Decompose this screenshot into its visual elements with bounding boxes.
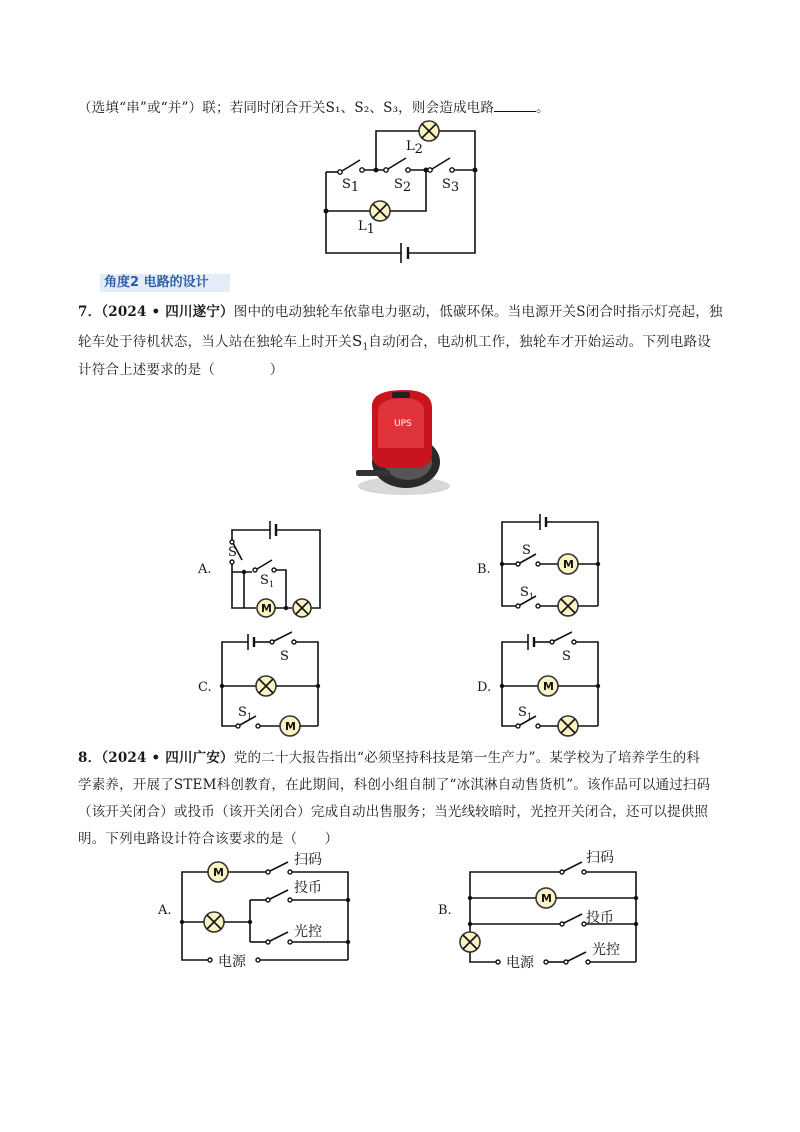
svg-text:S: S bbox=[260, 573, 269, 588]
svg-text:投币: 投币 bbox=[586, 910, 614, 926]
svg-text:电源: 电源 bbox=[218, 954, 246, 970]
q8-option-b-diagram bbox=[456, 842, 642, 970]
q6-tail-text: （选填“串”或“并”）联；若同时闭合开关S₁、S₂、S₃，则会造成电路 bbox=[78, 100, 495, 116]
q8-source: （2024 • 四川广安） bbox=[101, 750, 234, 766]
q7-text-1: 图中的电动独轮车依靠电力驱动，低碳环保。当电源开关S闭合时指示灯亮起，独 bbox=[233, 304, 723, 320]
svg-text:1: 1 bbox=[247, 712, 253, 721]
svg-text:电源: 电源 bbox=[506, 955, 534, 971]
switch-s3-blade bbox=[432, 158, 450, 169]
q7-option-d-diagram bbox=[496, 630, 604, 734]
svg-text:S: S bbox=[228, 545, 237, 560]
q7-text-2a: 轮车处于待机状态，当人站在独轮车上时开关 bbox=[78, 334, 352, 350]
q7-switch-sub: 1 bbox=[362, 342, 369, 353]
q8-line-3 bbox=[78, 800, 708, 820]
svg-text:S: S bbox=[522, 543, 531, 558]
q8-text-2: 学素养，开展了STEM科创教育，在此期间，科创小组自制了“冰淇淋自动售货机”。该作品可以通过扫码 bbox=[78, 777, 711, 793]
switch-s2-blade bbox=[388, 158, 406, 169]
svg-text:S: S bbox=[562, 649, 571, 664]
label-l2: L2 bbox=[406, 139, 423, 157]
q8-line-2 bbox=[78, 773, 710, 793]
q7-option-a-diagram bbox=[222, 518, 326, 618]
svg-text:光控: 光控 bbox=[294, 924, 322, 940]
svg-text:扫码: 扫码 bbox=[294, 852, 322, 868]
q7-text-2b: 自动闭合，电动机工作，独轮车才开始运动。下列电路设 bbox=[368, 334, 711, 350]
svg-text:扫码: 扫码 bbox=[586, 850, 614, 866]
q6-tail-end: 。 bbox=[536, 100, 550, 116]
answer-blank bbox=[494, 99, 536, 112]
q7-option-a-label[interactable]: A. bbox=[198, 562, 212, 577]
q8-option-a-label[interactable]: A. bbox=[158, 903, 172, 918]
q7-line-3 bbox=[78, 358, 284, 378]
svg-text:光控: 光控 bbox=[592, 942, 620, 958]
q7-option-b-diagram bbox=[496, 514, 604, 616]
unicycle-brand-label: UPS bbox=[394, 419, 412, 429]
q7-switch-symbol: S bbox=[352, 332, 363, 350]
q8-number: 8． bbox=[78, 750, 102, 766]
svg-text:投币: 投币 bbox=[294, 880, 322, 896]
q8-line-1 bbox=[78, 746, 700, 766]
svg-text:1: 1 bbox=[529, 592, 535, 601]
svg-text:M: M bbox=[563, 558, 574, 571]
q7-line-1 bbox=[78, 300, 723, 320]
q8-text-3: （该开关闭合）或投币（该开关闭合）完成自动出售服务；当光线较暗时，光控开关闭合，还可以提供照 bbox=[78, 804, 709, 820]
svg-text:S: S bbox=[520, 585, 529, 600]
q7-option-c-label[interactable]: C. bbox=[198, 680, 212, 695]
q6-tail-line bbox=[78, 96, 550, 116]
label-l1: L1 bbox=[358, 219, 375, 237]
q7-number: 7． bbox=[78, 304, 102, 320]
q7-option-c-diagram bbox=[218, 630, 322, 734]
q6-circuit-diagram bbox=[318, 118, 488, 263]
label-s1: S1 bbox=[342, 177, 360, 195]
svg-text:S: S bbox=[518, 705, 527, 720]
q7-source: （2024 • 四川遂宁） bbox=[101, 304, 234, 320]
q7-text-3: 计符合上述要求的是（ ） bbox=[78, 362, 284, 378]
unicycle-image bbox=[348, 388, 458, 500]
label-s3: S3 bbox=[442, 177, 460, 195]
svg-text:M: M bbox=[285, 720, 296, 733]
svg-text:1: 1 bbox=[527, 712, 533, 721]
q8-option-b-label[interactable]: B. bbox=[438, 903, 452, 918]
svg-text:M: M bbox=[543, 680, 554, 693]
svg-text:1: 1 bbox=[269, 580, 275, 589]
q8-text-4: 明。下列电路设计符合该要求的是（ ） bbox=[78, 831, 339, 847]
q7-line-2 bbox=[78, 330, 711, 353]
q8-text-1: 党的二十大报告指出“必须坚持科技是第一生产力”。某学校为了培养学生的科 bbox=[233, 750, 701, 766]
q8-line-4 bbox=[78, 827, 338, 847]
q8-option-a-diagram bbox=[178, 850, 354, 968]
svg-text:M: M bbox=[541, 892, 552, 905]
switch-s1-blade bbox=[342, 160, 360, 171]
q7-option-b-label[interactable]: B. bbox=[477, 562, 491, 577]
label-s2: S2 bbox=[394, 177, 412, 195]
section-header: 角度2 电路的设计 bbox=[100, 274, 230, 292]
svg-text:M: M bbox=[213, 866, 224, 879]
svg-text:M: M bbox=[261, 602, 272, 615]
svg-text:S: S bbox=[280, 649, 289, 664]
q7-option-d-label[interactable]: D. bbox=[477, 680, 492, 695]
svg-text:S: S bbox=[238, 705, 247, 720]
